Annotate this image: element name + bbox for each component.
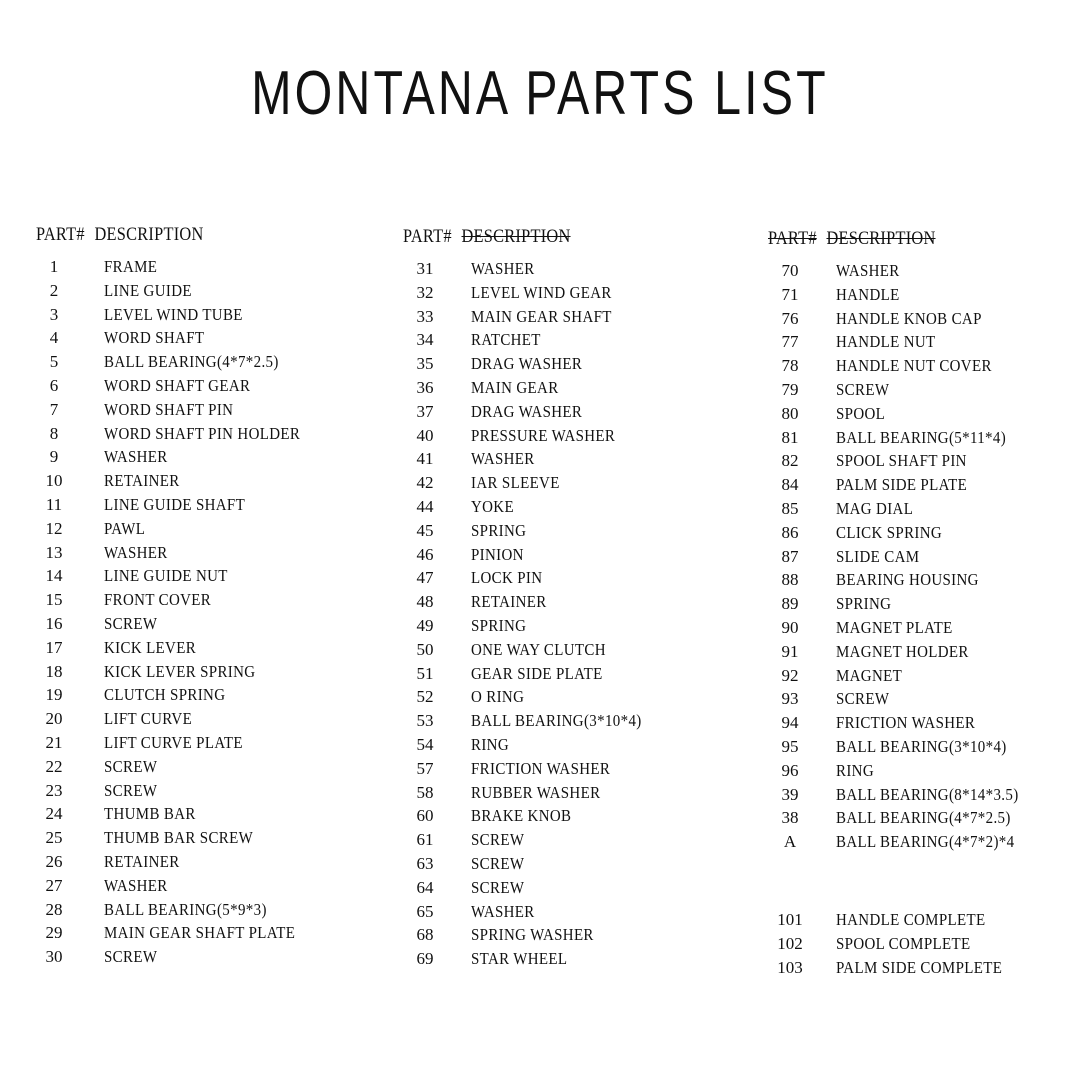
part-row xyxy=(403,640,723,664)
part-number: 85 xyxy=(781,498,799,518)
part-number-header: PART# xyxy=(403,226,452,247)
part-row xyxy=(768,761,1080,785)
part-row xyxy=(403,307,723,331)
part-description: MAGNET PLATE xyxy=(836,617,953,637)
part-number: 30 xyxy=(45,947,63,967)
part-row xyxy=(36,257,356,281)
part-description: MAIN GEAR SHAFT PLATE xyxy=(104,923,296,943)
part-row xyxy=(403,378,723,402)
part-description: LIFT CURVE xyxy=(104,709,193,729)
part-row xyxy=(768,934,1080,958)
part-row xyxy=(36,305,356,329)
part-number: 50 xyxy=(416,639,434,659)
part-number: 101 xyxy=(777,909,803,929)
part-row xyxy=(36,828,356,852)
part-description: BALL BEARING(3*10*4) xyxy=(836,736,1007,756)
part-number: 80 xyxy=(781,403,799,423)
part-number: 60 xyxy=(416,806,434,826)
part-description: WORD SHAFT PIN HOLDER xyxy=(104,423,301,443)
part-row xyxy=(768,785,1080,809)
part-row xyxy=(36,852,356,876)
part-number: 36 xyxy=(416,377,434,397)
part-row xyxy=(36,947,356,971)
part-description: LIFT CURVE PLATE xyxy=(104,732,243,752)
part-number: 23 xyxy=(45,780,63,800)
part-number: 29 xyxy=(45,923,63,943)
part-description: HANDLE xyxy=(836,284,900,304)
part-number: 33 xyxy=(416,306,434,326)
part-number: 79 xyxy=(781,379,799,399)
part-number: 41 xyxy=(416,449,434,469)
part-number: 40 xyxy=(416,425,434,445)
part-row xyxy=(36,757,356,781)
part-description: BALL BEARING(8*14*3.5) xyxy=(836,784,1019,804)
part-description: BRAKE KNOB xyxy=(471,806,572,826)
part-row xyxy=(36,376,356,400)
part-description: STAR WHEEL xyxy=(471,949,568,969)
part-row xyxy=(36,900,356,924)
part-description: DRAG WASHER xyxy=(471,354,583,374)
parts-list xyxy=(36,257,356,971)
part-row xyxy=(403,473,723,497)
part-number: 63 xyxy=(416,853,434,873)
part-description: SPOOL xyxy=(836,403,886,423)
part-description: SCREW xyxy=(104,947,158,967)
part-row xyxy=(36,471,356,495)
part-number: 93 xyxy=(781,689,799,709)
part-number: 69 xyxy=(416,949,434,969)
part-number: 2 xyxy=(49,280,59,300)
part-description: BALL BEARING(5*9*3) xyxy=(104,899,267,919)
part-number: 9 xyxy=(49,447,59,467)
part-description: MAIN GEAR xyxy=(471,377,559,397)
part-row xyxy=(768,594,1080,618)
part-description: WORD SHAFT PIN xyxy=(104,399,234,419)
part-row xyxy=(768,451,1080,475)
part-number: 91 xyxy=(781,641,799,661)
part-number: 61 xyxy=(416,830,434,850)
part-description: ONE WAY CLUTCH xyxy=(471,639,606,659)
part-row xyxy=(36,923,356,947)
part-row xyxy=(768,808,1080,832)
part-row xyxy=(403,354,723,378)
part-number: 84 xyxy=(781,475,799,495)
part-row xyxy=(768,309,1080,333)
part-row xyxy=(36,543,356,567)
part-number: 12 xyxy=(45,518,63,538)
part-row xyxy=(36,781,356,805)
part-number: 48 xyxy=(416,592,434,612)
part-number: 21 xyxy=(45,732,63,752)
part-description: WASHER xyxy=(104,542,168,562)
part-description: SCREW xyxy=(471,830,525,850)
part-row xyxy=(36,804,356,828)
part-description: WORD SHAFT xyxy=(104,328,205,348)
part-number-header: PART# xyxy=(768,228,817,249)
part-description: SPRING xyxy=(471,520,527,540)
page-title: MONTANA PARTS LIST xyxy=(251,59,829,128)
part-row xyxy=(768,737,1080,761)
part-description: O RING xyxy=(471,687,525,707)
part-number: 68 xyxy=(416,925,434,945)
part-number: 46 xyxy=(416,544,434,564)
section-gap xyxy=(768,856,1080,903)
part-number: 1 xyxy=(49,257,59,276)
part-number: 71 xyxy=(781,284,799,304)
part-row xyxy=(403,783,723,807)
parts-column-3 xyxy=(768,228,1080,981)
part-number: 3 xyxy=(49,304,59,324)
part-row xyxy=(403,759,723,783)
part-row xyxy=(36,638,356,662)
part-description: FRICTION WASHER xyxy=(836,713,976,733)
part-number: 4 xyxy=(49,328,59,348)
part-number: 51 xyxy=(416,663,434,683)
part-number: 20 xyxy=(45,709,63,729)
part-description: LEVEL WIND TUBE xyxy=(104,304,243,324)
part-description: SCREW xyxy=(471,877,525,897)
part-number: 17 xyxy=(45,637,63,657)
part-number: 5 xyxy=(49,352,59,372)
part-number: 44 xyxy=(416,496,434,516)
part-row xyxy=(403,283,723,307)
part-number: 96 xyxy=(781,760,799,780)
part-row xyxy=(768,713,1080,737)
part-description: RING xyxy=(471,734,509,754)
part-description: WORD SHAFT GEAR xyxy=(104,375,251,395)
part-row xyxy=(403,330,723,354)
part-description: HANDLE KNOB CAP xyxy=(836,308,982,328)
part-description: PALM SIDE COMPLETE xyxy=(836,957,1003,977)
part-number: 57 xyxy=(416,758,434,778)
part-row xyxy=(768,285,1080,309)
part-number: 92 xyxy=(781,665,799,685)
part-description: SPRING WASHER xyxy=(471,925,594,945)
part-row xyxy=(768,499,1080,523)
part-row xyxy=(768,547,1080,571)
part-number: 39 xyxy=(781,784,799,804)
part-description: RETAINER xyxy=(471,592,547,612)
part-row xyxy=(403,925,723,949)
part-description: FRICTION WASHER xyxy=(471,758,611,778)
part-description: THUMB BAR xyxy=(104,804,196,824)
part-number: 89 xyxy=(781,594,799,614)
part-number: 37 xyxy=(416,401,434,421)
part-number: 38 xyxy=(781,808,799,828)
part-description: PRESSURE WASHER xyxy=(471,425,616,445)
part-number: 27 xyxy=(45,875,63,895)
part-description: BALL BEARING(3*10*4) xyxy=(471,711,642,731)
part-number-header: PART# xyxy=(36,224,85,245)
part-number: 16 xyxy=(45,613,63,633)
parts-column-1 xyxy=(36,224,356,971)
part-description: HANDLE COMPLETE xyxy=(836,909,986,929)
part-description: GEAR SIDE PLATE xyxy=(471,663,603,683)
part-number: 90 xyxy=(781,617,799,637)
part-row xyxy=(768,404,1080,428)
part-row xyxy=(768,642,1080,666)
part-description: SCREW xyxy=(104,756,158,776)
parts-column-2 xyxy=(403,226,723,973)
part-row xyxy=(36,447,356,471)
part-row xyxy=(36,709,356,733)
part-row xyxy=(768,332,1080,356)
part-description: FRONT COVER xyxy=(104,590,212,610)
part-row xyxy=(403,568,723,592)
part-number: 42 xyxy=(416,473,434,493)
part-row xyxy=(768,689,1080,713)
part-row xyxy=(403,902,723,926)
part-number: 53 xyxy=(416,711,434,731)
part-row xyxy=(36,352,356,376)
part-row xyxy=(36,590,356,614)
part-number: 31 xyxy=(416,259,434,278)
part-number: 13 xyxy=(45,542,63,562)
part-row xyxy=(768,380,1080,404)
part-number: 54 xyxy=(416,734,434,754)
part-number: 58 xyxy=(416,782,434,802)
part-number: 86 xyxy=(781,522,799,542)
part-number: 15 xyxy=(45,590,63,610)
part-number: 18 xyxy=(45,661,63,681)
part-row xyxy=(36,328,356,352)
description-header: DESCRIPTION xyxy=(94,224,204,245)
part-number: 88 xyxy=(781,570,799,590)
part-description: KICK LEVER SPRING xyxy=(104,661,256,681)
part-description: MAIN GEAR SHAFT xyxy=(471,306,612,326)
part-row xyxy=(768,618,1080,642)
part-row xyxy=(403,854,723,878)
part-row xyxy=(403,402,723,426)
part-description: RUBBER WASHER xyxy=(471,782,601,802)
part-description: SCREW xyxy=(104,613,158,633)
part-description: PINION xyxy=(471,544,524,564)
part-number: 76 xyxy=(781,308,799,328)
part-number: 22 xyxy=(45,756,63,776)
part-number: 8 xyxy=(49,423,59,443)
part-number: 35 xyxy=(416,354,434,374)
part-description: BALL BEARING(5*11*4) xyxy=(836,427,1007,447)
part-row xyxy=(768,475,1080,499)
part-number: 11 xyxy=(45,494,63,514)
part-number: 65 xyxy=(416,901,434,921)
part-description: IAR SLEEVE xyxy=(471,473,560,493)
part-description: WASHER xyxy=(471,901,535,921)
part-number: 77 xyxy=(781,332,799,352)
part-row xyxy=(768,428,1080,452)
part-row xyxy=(36,566,356,590)
part-row xyxy=(403,521,723,545)
part-row xyxy=(36,400,356,424)
part-description: BALL BEARING(4*7*2.5) xyxy=(104,352,279,372)
part-row xyxy=(403,497,723,521)
part-number: 49 xyxy=(416,615,434,635)
part-row xyxy=(36,519,356,543)
part-number: 45 xyxy=(416,520,434,540)
part-row xyxy=(768,958,1080,982)
part-description: LINE GUIDE NUT xyxy=(104,566,228,586)
complete-assemblies-list xyxy=(768,910,1080,981)
part-row xyxy=(403,664,723,688)
part-description: CLICK SPRING xyxy=(836,522,943,542)
part-row xyxy=(403,687,723,711)
part-row xyxy=(403,949,723,973)
part-row xyxy=(403,711,723,735)
part-row xyxy=(768,261,1080,285)
part-row xyxy=(36,733,356,757)
part-description: PAWL xyxy=(104,518,146,538)
part-row xyxy=(768,832,1080,856)
part-row xyxy=(36,614,356,638)
part-description: BALL BEARING(4*7*2)*4 xyxy=(836,832,1015,852)
part-row xyxy=(403,735,723,759)
part-description: HANDLE NUT COVER xyxy=(836,356,992,376)
column-header xyxy=(768,228,1043,254)
part-description: LEVEL WIND GEAR xyxy=(471,282,612,302)
part-row xyxy=(403,592,723,616)
part-number: 28 xyxy=(45,899,63,919)
part-number: 14 xyxy=(45,566,63,586)
part-row xyxy=(403,426,723,450)
part-number: 24 xyxy=(45,804,63,824)
part-description: SCREW xyxy=(104,780,158,800)
part-number: 64 xyxy=(416,877,434,897)
part-number: 52 xyxy=(416,687,434,707)
part-description: SCREW xyxy=(471,853,525,873)
part-number: 7 xyxy=(49,399,59,419)
part-number: 25 xyxy=(45,828,63,848)
description-header: DESCRIPTION xyxy=(826,228,936,249)
part-description: WASHER xyxy=(104,875,168,895)
parts-list xyxy=(768,261,1080,856)
part-description: SPRING xyxy=(471,615,527,635)
part-description: RING xyxy=(836,760,874,780)
part-description: LOCK PIN xyxy=(471,568,543,588)
part-row xyxy=(768,910,1080,934)
part-row xyxy=(403,878,723,902)
part-description: SCREW xyxy=(836,689,890,709)
part-description: SPOOL SHAFT PIN xyxy=(836,451,967,471)
part-description: SCREW xyxy=(836,379,890,399)
part-description: WASHER xyxy=(104,447,168,467)
part-description: PALM SIDE PLATE xyxy=(836,475,968,495)
part-number: 26 xyxy=(45,851,63,871)
part-description: BEARING HOUSING xyxy=(836,570,979,590)
part-description: DRAG WASHER xyxy=(471,401,583,421)
column-header xyxy=(403,226,678,252)
part-number: 102 xyxy=(777,933,803,953)
part-description: MAGNET xyxy=(836,665,903,685)
part-row xyxy=(36,495,356,519)
part-number: 34 xyxy=(416,330,434,350)
part-description: SLIDE CAM xyxy=(836,546,920,566)
part-number: 103 xyxy=(777,957,803,977)
part-description: THUMB BAR SCREW xyxy=(104,828,254,848)
part-description: MAG DIAL xyxy=(836,498,914,518)
part-row xyxy=(36,685,356,709)
part-description: YOKE xyxy=(471,496,514,516)
parts-list xyxy=(403,259,723,973)
part-description: KICK LEVER xyxy=(104,637,197,657)
part-number: 94 xyxy=(781,713,799,733)
part-row xyxy=(403,806,723,830)
part-description: BALL BEARING(4*7*2.5) xyxy=(836,808,1011,828)
part-number: 78 xyxy=(781,356,799,376)
part-description: RATCHET xyxy=(471,330,541,350)
part-number: 32 xyxy=(416,282,434,302)
part-row xyxy=(36,424,356,448)
part-row xyxy=(768,356,1080,380)
part-description: MAGNET HOLDER xyxy=(836,641,969,661)
part-description: WASHER xyxy=(471,259,535,278)
part-row xyxy=(768,666,1080,690)
part-description: RETAINER xyxy=(104,851,180,871)
part-number: 87 xyxy=(781,546,799,566)
part-row xyxy=(403,259,723,283)
part-number: 47 xyxy=(416,568,434,588)
description-header: DESCRIPTION xyxy=(461,226,571,247)
part-number: A xyxy=(783,832,797,852)
part-row xyxy=(768,523,1080,547)
part-description: CLUTCH SPRING xyxy=(104,685,226,705)
part-number: 6 xyxy=(49,375,59,395)
part-description: SPOOL COMPLETE xyxy=(836,933,971,953)
part-description: FRAME xyxy=(104,257,158,276)
part-row xyxy=(403,545,723,569)
part-number: 95 xyxy=(781,736,799,756)
part-description: LINE GUIDE xyxy=(104,280,192,300)
part-description: WASHER xyxy=(471,449,535,469)
part-number: 81 xyxy=(781,427,799,447)
column-header xyxy=(36,224,311,250)
part-number: 70 xyxy=(781,261,799,280)
part-row xyxy=(36,281,356,305)
part-number: 82 xyxy=(781,451,799,471)
part-row xyxy=(36,662,356,686)
part-description: LINE GUIDE SHAFT xyxy=(104,494,246,514)
part-description: WASHER xyxy=(836,261,900,280)
part-row xyxy=(403,449,723,473)
part-description: HANDLE NUT xyxy=(836,332,936,352)
part-row xyxy=(768,570,1080,594)
part-number: 19 xyxy=(45,685,63,705)
part-row xyxy=(403,616,723,640)
part-number: 10 xyxy=(45,471,63,491)
part-description: RETAINER xyxy=(104,471,180,491)
part-row xyxy=(36,876,356,900)
part-row xyxy=(403,830,723,854)
part-description: SPRING xyxy=(836,594,892,614)
